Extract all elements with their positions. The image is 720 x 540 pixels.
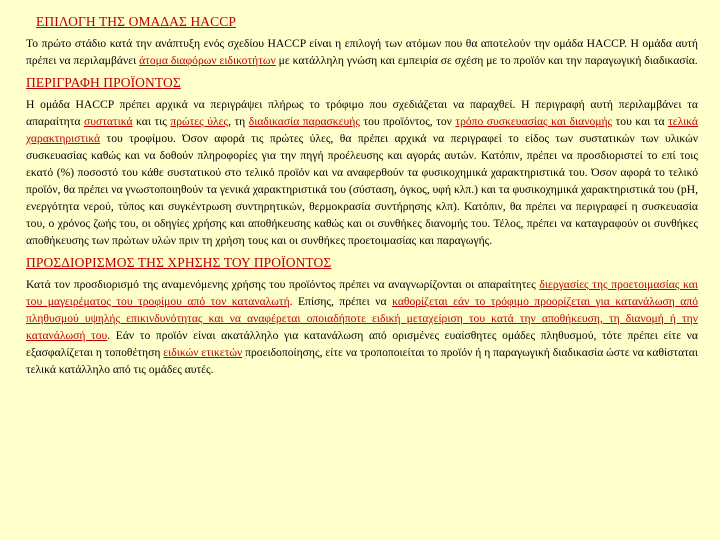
section-body-team [26,35,698,69]
body-text: με κατάλληλη γνώση και εμπειρία σε σχέση με το προϊόν και την παραγωγική διαδικασία. [275,54,698,67]
highlighted-term: διεργασίες της προετοιμασίας και του μαγειρέματος του τροφίμου από τον καταναλωτή [26,278,698,308]
body-text: , τη [228,115,249,128]
highlighted-term: ειδικών ετικετών [163,346,243,359]
highlighted-term: τρόπο συσκευασίας και διανομής [455,115,613,128]
highlighted-term: διαδικασία παρασκευής [248,115,360,128]
body-text: Η ομάδα HACCP πρέπει αρχικά να περιγράψει πλήρως το τρόφιμο που σχεδιάζεται να παραχθεί. Η περιγραφή αυτή περιλαμβάνει τα απαραίτητα [26,98,698,128]
body-text: . Εάν το προϊόν είναι ακατάλληλο για κατανάλωση από ορισμένες ευαίσθητες ομάδες πληθυσμού, τότε πρέπει είτε να εξασφαλίζεται η τοποθέτηση [26,329,698,359]
section-heading-product-use: ΠΡΟΣΔΙΟΡΙΣΜΟΣ ΤΗΣ ΧΡΗΣΗΣ ΤΟΥ ΠΡΟΪΟΝΤΟΣ [26,255,332,270]
body-text: του προϊόντος, τον [359,115,456,128]
body-text: του και τα [612,115,669,128]
highlighted-term: άτομα διαφόρων ειδικοτήτων [139,54,276,67]
section-body-product-description [26,96,698,249]
section-body-product-use [26,276,698,378]
body-text: προειδοποίησης, είτε να τροποποιείται το προϊόν ή η παραγωγική διαδικασία ώστε να καθίσταται τελικά κατάλληλο από τις ομάδες αυτές. [26,346,699,376]
body-text: του τροφίμου. Όσον αφορά τις πρώτες ύλες, θα πρέπει αρχικά να περιγραφεί το είδος των συστατικών των υλικών συσκευασίας καθώς και να δοθούν πληροφορίες για την πηγή προέλευσης και αγοράς αυτών. Κατόπιν, πρέπει να προσδιοριστεί το επί τοις εκατό (%) ποσοστό του κάθε συστατικού στο τελικό προϊόν και να αναφερθούν τα φυσικοχημικά χαρακτηριστικά του. Όσον αφορά το τελικό προϊόν, θα πρέπει να γνωστοποιηθούν τα γενικά χαρακτηριστικά του (σύσταση, όγκος, υφή κλπ.) και τα φυσικοχημικά χαρακτηριστικά του (pH, ενεργότητα νερού, τύπος και συγκέντρωση συντηρητικών, θερμοκρασία συντήρησης κλπ). Κατόπιν, θα πρέπει να περιγραφεί η συσκευασία του, ο χρόνος ζωής του, οι οδηγίες χρήσης και αποθήκευσης καθώς και οι συνθήκες διανομής του. Τέλος, πρέπει να καταγραφούν οι συνθήκες αποθήκευσης των πρώτων υλών πριν τη χρήση τους και οι συνθήκες προετοιμασίας και παραγωγής. [26,132,698,247]
body-text: . Επίσης, πρέπει να [289,295,393,308]
highlighted-term: καθορίζεται εάν το τρόφιμο προορίζεται για κατανάλωση από πληθυσμού υψηλής επικινδυνότητας και να αναφέρεται οποιαδήποτε ειδική μεταχείριση του κατά την αποθήκευση, τη διανομή ή την κατανάλωσή του [26,295,699,342]
body-text: Κατά τον προσδιορισμό της αναμενόμενης χρήσης του προϊόντος πρέπει να αναγνωρίζονται οι απαραίτητες [26,278,540,291]
highlighted-term: συστατικά [83,115,133,128]
body-text: και τις [132,115,171,128]
section-heading-product-description: ΠΕΡΙΓΡΑΦΗ ΠΡΟΪΟΝΤΟΣ [26,75,181,90]
highlighted-term: τελικά χαρακτηριστικά [26,115,699,145]
section-heading-team: ΕΠΙΛΟΓΗ ΤΗΣ ΟΜΑΔΑΣ HACCP [36,14,236,29]
highlighted-term: πρώτες ύλες [170,115,229,128]
body-text: Το πρώτο στάδιο κατά την ανάπτυξη ενός σχεδίου HACCP είναι η επιλογή των ατόμων που θα αποτελούν την ομάδα HACCP. Η ομάδα αυτή πρέπει να περιλαμβάνει [26,37,698,67]
